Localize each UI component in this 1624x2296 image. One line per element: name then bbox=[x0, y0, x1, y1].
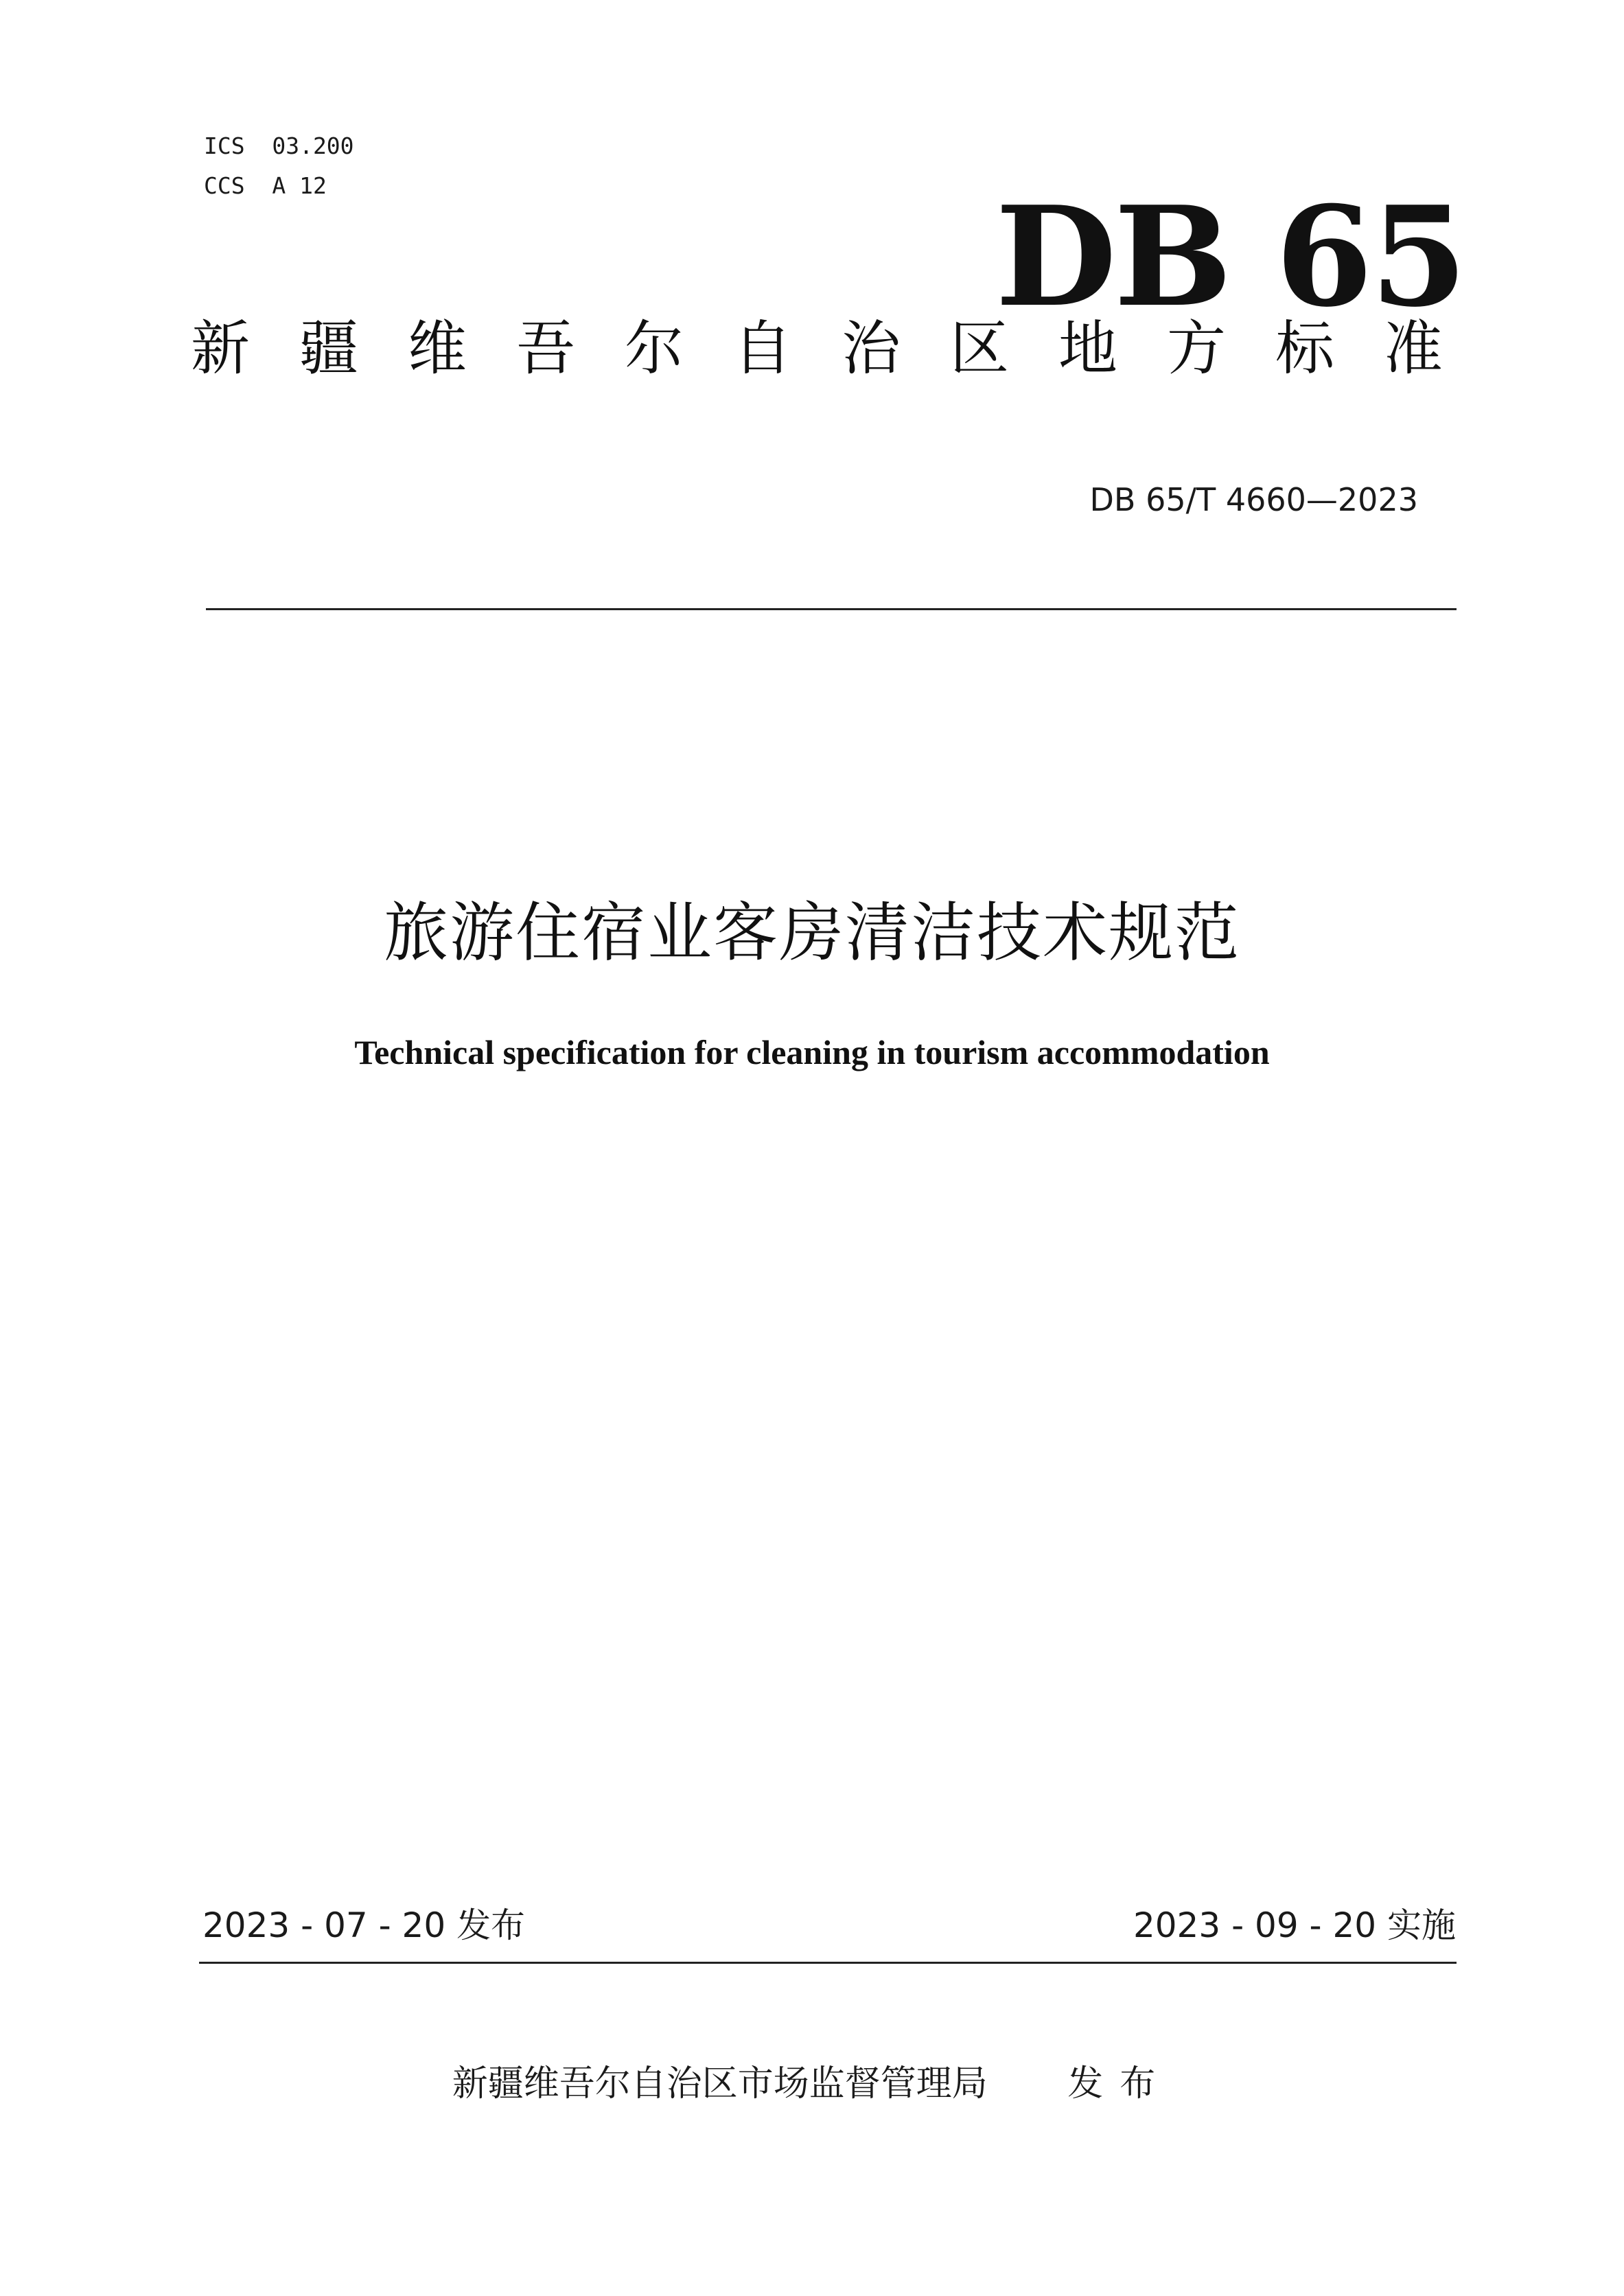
bottom-divider bbox=[199, 1962, 1457, 1964]
issue-label: 发布 bbox=[456, 1905, 526, 1945]
ccs-code: CCS A 12 bbox=[204, 172, 327, 199]
standard-type-heading: 新疆维吾尔自治区地方标准 bbox=[191, 314, 1492, 383]
ics-code: ICS 03.200 bbox=[204, 132, 354, 159]
implement-date-block bbox=[1133, 1905, 1456, 1945]
top-divider bbox=[206, 608, 1457, 610]
title-chinese: 旅游住宿业客房清洁技术规范 bbox=[383, 896, 1240, 971]
issue-date: 2023 - 07 - 20 bbox=[202, 1905, 446, 1945]
standard-mark: DB 65 bbox=[995, 176, 1465, 338]
publisher-line bbox=[0, 2063, 1624, 2104]
implement-label: 实施 bbox=[1387, 1905, 1456, 1945]
publish-action: 发布 bbox=[1067, 2063, 1172, 2104]
implement-date: 2023 - 09 - 20 bbox=[1133, 1905, 1377, 1945]
standard-number: DB 65/T 4660—2023 bbox=[1089, 481, 1418, 518]
issue-date-block bbox=[202, 1905, 526, 1945]
publisher-name: 新疆维吾尔自治区市场监督管理局 bbox=[452, 2063, 988, 2104]
title-english: Technical specification for cleaning in tourism accommodation bbox=[354, 1033, 1270, 1071]
